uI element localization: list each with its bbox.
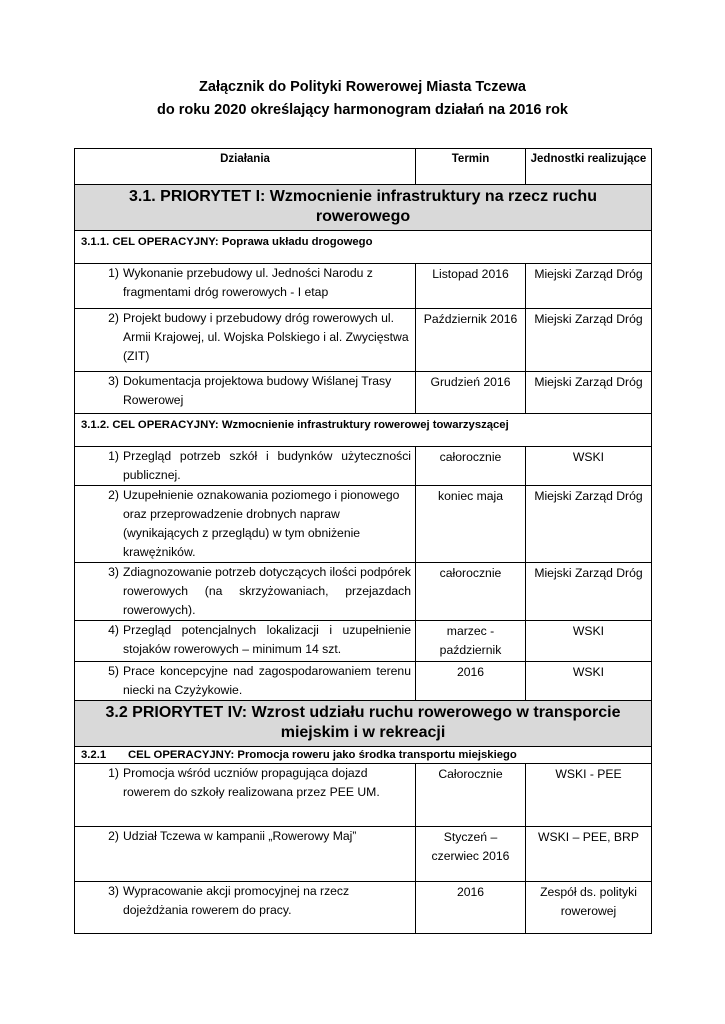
item-term: całorocznie <box>416 563 526 621</box>
item-action: Uzupełnienie oznakowania poziomego i pionowego oraz przeprowadzenie drobnych napraw (wynikających z przeglądu) w tym obniżenie krawężników. <box>123 488 400 559</box>
table-row <box>75 563 652 621</box>
item-number: 2) <box>108 829 119 843</box>
item-number: 1) <box>108 766 119 780</box>
schedule-table <box>74 148 652 934</box>
priority-row <box>75 185 652 231</box>
item-term: marzec - październik <box>416 621 526 662</box>
item-action: Projekt budowy i przebudowy dróg rowerowych ul. Armii Krajowej, ul. Wojska Polskiego i al. Zwycięstwa (ZIT) <box>123 311 409 363</box>
goal-3-2-1: CEL OPERACYJNY: Promocja roweru jako środka transportu miejskiego <box>128 749 517 761</box>
item-number: 3) <box>108 374 119 388</box>
item-unit: WSKI <box>526 621 652 662</box>
table-row <box>75 827 652 882</box>
title-line-2: do roku 2020 określający harmonogram działań na 2016 rok <box>156 102 568 118</box>
item-action: Przegląd potencjalnych lokalizacji i uzupełnienie stojaków rowerowych – minimum 14 szt. <box>123 623 411 656</box>
priority-row <box>75 701 652 747</box>
table-row <box>75 621 652 662</box>
table-row <box>75 264 652 309</box>
item-number: 3) <box>108 565 119 579</box>
table-row <box>75 486 652 563</box>
item-number: 2) <box>108 488 119 502</box>
header-actions: Działania <box>75 149 416 185</box>
table-row <box>75 309 652 372</box>
document-title <box>0 76 725 122</box>
item-number: 1) <box>108 449 119 463</box>
item-term: 2016 <box>416 662 526 701</box>
table-row <box>75 447 652 486</box>
item-unit: WSKI – PEE, BRP <box>526 827 652 882</box>
item-unit: Miejski Zarząd Dróg <box>526 264 652 309</box>
item-term: 2016 <box>416 882 526 934</box>
header-term: Termin <box>416 149 526 185</box>
item-unit: Miejski Zarząd Dróg <box>526 563 652 621</box>
item-unit: Miejski Zarząd Dróg <box>526 309 652 372</box>
item-term: Październik 2016 <box>416 309 526 372</box>
item-action: Zdiagnozowanie potrzeb dotyczących ilości podpórek rowerowych (na skrzyżowaniach, przejazdach rowerowych). <box>123 565 411 617</box>
goal-row <box>75 747 652 764</box>
item-term: koniec maja <box>416 486 526 563</box>
item-action: Promocja wśród uczniów propagująca dojazd rowerem do szkoły realizowana przez PEE UM. <box>123 766 380 799</box>
table-row <box>75 372 652 414</box>
item-term: całorocznie <box>416 447 526 486</box>
header-row <box>75 149 652 185</box>
item-unit: WSKI <box>526 662 652 701</box>
table-row <box>75 662 652 701</box>
item-number: 1) <box>108 266 119 280</box>
item-action: Przegląd potrzeb szkół i budynków użyteczności publicznej. <box>123 449 411 482</box>
item-action: Prace koncepcyjne nad zagospodarowaniem terenu niecki na Czyżykowie. <box>123 664 411 697</box>
item-action: Udział Tczewa w kampanii „Rowerowy Maj” <box>123 829 357 843</box>
table-row <box>75 764 652 827</box>
header-units: Jednostki realizujące <box>526 149 652 185</box>
item-action: Dokumentacja projektowa budowy Wiślanej Trasy Rowerowej <box>123 374 392 407</box>
item-action: Wypracowanie akcji promocyjnej na rzecz dojeżdżania rowerem do pracy. <box>123 884 350 917</box>
item-unit: WSKI - PEE <box>526 764 652 827</box>
goal-row <box>75 231 652 264</box>
goal-row <box>75 414 652 447</box>
title-line-1: Załącznik do Polityki Rowerowej Miasta Tczewa <box>199 79 526 95</box>
table-row <box>75 882 652 934</box>
item-term: Listopad 2016 <box>416 264 526 309</box>
item-unit: WSKI <box>526 447 652 486</box>
goal-3-2-1-number: 3.2.1 <box>81 749 107 761</box>
item-number: 5) <box>108 664 119 678</box>
item-action: Wykonanie przebudowy ul. Jedności Narodu z fragmentami dróg rowerowych - I etap <box>123 266 373 299</box>
item-unit: Zespół ds. polityki rowerowej <box>526 882 652 934</box>
item-term: Styczeń – czerwiec 2016 <box>416 827 526 882</box>
priority-2-heading: 3.2 PRIORYTET IV: Wzrost udziału ruchu rowerowego w transporcie miejskim i w rekreacji <box>75 701 652 747</box>
goal-3-1-1: 3.1.1. CEL OPERACYJNY: Poprawa układu drogowego <box>75 231 652 264</box>
item-term: Grudzień 2016 <box>416 372 526 414</box>
priority-1-heading: 3.1. PRIORYTET I: Wzmocnienie infrastruktury na rzecz ruchu rowerowego <box>75 185 652 231</box>
item-unit: Miejski Zarząd Dróg <box>526 372 652 414</box>
goal-3-1-2: 3.1.2. CEL OPERACYJNY: Wzmocnienie infrastruktury rowerowej towarzyszącej <box>75 414 652 447</box>
item-number: 2) <box>108 311 119 325</box>
item-number: 3) <box>108 884 119 898</box>
item-number: 4) <box>108 623 119 637</box>
item-term: Całorocznie <box>416 764 526 827</box>
item-unit: Miejski Zarząd Dróg <box>526 486 652 563</box>
